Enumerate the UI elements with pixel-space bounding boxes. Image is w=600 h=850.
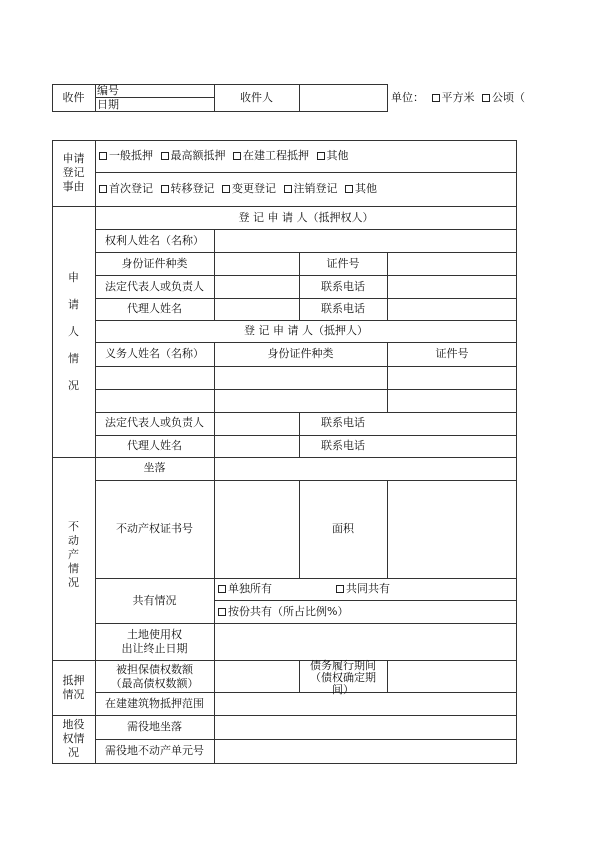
id-type-field[interactable] bbox=[216, 254, 298, 274]
dominant-location-field[interactable] bbox=[216, 717, 515, 738]
checkbox-icon bbox=[99, 185, 107, 193]
phone3-label: 联系电话 bbox=[321, 439, 365, 452]
easement-section-label: 地役 权情 况 bbox=[62, 718, 85, 759]
unit-selector bbox=[391, 91, 525, 105]
land-use-end-date-field[interactable] bbox=[216, 625, 515, 659]
checkbox-icon bbox=[317, 152, 325, 160]
checkbox-icon bbox=[336, 585, 344, 593]
unit-label: 单位： bbox=[391, 91, 424, 104]
unit-sqm-label: 平方米 bbox=[441, 91, 475, 104]
reg-cancel[interactable]: 注销登记 bbox=[284, 182, 338, 196]
reg-other[interactable]: 其他 bbox=[345, 182, 377, 196]
agent-name-field[interactable] bbox=[216, 300, 298, 319]
legal-rep-field[interactable] bbox=[216, 277, 298, 297]
agent-phone-field[interactable] bbox=[389, 300, 515, 319]
legal-rep2-field[interactable] bbox=[216, 414, 298, 434]
phone3-field[interactable] bbox=[389, 437, 515, 456]
reason-other-1[interactable]: 其他 bbox=[317, 149, 349, 163]
phone-label: 联系电话 bbox=[321, 280, 365, 293]
property-section-label: 不 动 产 情 况 bbox=[68, 520, 79, 589]
checkbox-icon bbox=[345, 185, 353, 193]
reason-construction-mortgage[interactable]: 在建工程抵押 bbox=[233, 149, 309, 163]
legal-rep2-label: 法定代表人或负责人 bbox=[105, 416, 204, 429]
registration-type-options bbox=[99, 182, 381, 196]
id-number2-label: 证件号 bbox=[435, 347, 469, 360]
construction-scope-label: 在建建筑物抵押范围 bbox=[105, 697, 204, 710]
reg-change[interactable]: 变更登记 bbox=[222, 182, 276, 196]
agent-name2-label: 代理人姓名 bbox=[127, 439, 182, 452]
sole-ownership-option[interactable]: 单独所有 bbox=[218, 582, 272, 596]
checkbox-icon bbox=[99, 152, 107, 160]
joint-ownership-option[interactable]: 共同共有 bbox=[336, 582, 390, 596]
obligor-id-number-field-2[interactable] bbox=[389, 391, 515, 411]
receipt-date-field[interactable] bbox=[97, 99, 212, 110]
applicant-section-label: 申 请 人 情 况 bbox=[68, 271, 79, 392]
id-number-field[interactable] bbox=[389, 254, 515, 274]
receipt-date-label: 日期 bbox=[97, 98, 119, 111]
phone2-field[interactable] bbox=[389, 414, 515, 434]
obligor-id-type-field-2[interactable] bbox=[216, 391, 386, 411]
obligor-name-field-2[interactable] bbox=[97, 391, 213, 411]
phone-field[interactable] bbox=[389, 277, 515, 297]
receipt-number-field[interactable] bbox=[97, 85, 212, 96]
cert-no-field[interactable] bbox=[216, 482, 298, 577]
secured-amount-label: 被担保债权数额 （最高债权数额） bbox=[110, 663, 199, 690]
agent-name2-field[interactable] bbox=[216, 437, 298, 456]
dominant-unit-no-field[interactable] bbox=[216, 741, 515, 762]
checkbox-icon bbox=[161, 185, 169, 193]
reason-section-label: 申请 登记 事由 bbox=[62, 152, 85, 193]
obligee-name-field[interactable] bbox=[216, 231, 515, 251]
dominant-unit-no-label: 需役地不动产单元号 bbox=[105, 744, 204, 757]
checkbox-icon bbox=[284, 185, 292, 193]
mortgagor-header: 登 记 申 请 人（抵押人） bbox=[244, 324, 368, 337]
legal-rep-label: 法定代表人或负责人 bbox=[105, 280, 204, 293]
receipt-number-label: 编号 bbox=[97, 84, 119, 97]
receiver-field[interactable] bbox=[301, 86, 385, 110]
receipt-label: 收件 bbox=[62, 91, 85, 104]
land-use-end-date-label: 土地使用权 出让终止日期 bbox=[121, 628, 188, 655]
checkbox-icon bbox=[218, 608, 226, 616]
unit-hectare-label: 公顷（ bbox=[492, 91, 525, 104]
reason-max-amount-mortgage[interactable]: 最高额抵押 bbox=[161, 149, 226, 163]
checkbox-icon bbox=[218, 585, 226, 593]
unit-hectare-checkbox[interactable] bbox=[482, 94, 490, 102]
checkbox-icon bbox=[161, 152, 169, 160]
obligor-name-field-1[interactable] bbox=[97, 368, 213, 388]
obligee-name-label: 权利人姓名（名称） bbox=[105, 234, 204, 247]
construction-scope-field[interactable] bbox=[216, 694, 515, 714]
unit-sqm-checkbox[interactable] bbox=[432, 94, 440, 102]
checkbox-icon bbox=[222, 185, 230, 193]
location-label: 坐落 bbox=[143, 461, 166, 474]
id-number-label: 证件号 bbox=[326, 257, 360, 270]
checkbox-icon bbox=[233, 152, 241, 160]
obligor-name-label: 义务人姓名（名称） bbox=[105, 347, 204, 360]
receiver-label: 收件人 bbox=[240, 91, 273, 104]
debt-term-label: 债务履行期间 （债权确定期 间） bbox=[310, 659, 376, 696]
co-ownership-label: 共有情况 bbox=[132, 594, 177, 607]
reason-type-options bbox=[99, 149, 353, 163]
area-field[interactable] bbox=[389, 482, 515, 577]
share-ownership-option[interactable]: 按份共有（所占比例%） bbox=[218, 605, 348, 619]
reason-general-mortgage[interactable]: 一般抵押 bbox=[99, 149, 153, 163]
location-field[interactable] bbox=[216, 459, 515, 479]
secured-amount-field[interactable] bbox=[216, 662, 298, 691]
agent-name-label: 代理人姓名 bbox=[127, 302, 182, 315]
reg-transfer[interactable]: 转移登记 bbox=[161, 182, 215, 196]
phone2-label: 联系电话 bbox=[321, 416, 365, 429]
reg-first[interactable]: 首次登记 bbox=[99, 182, 153, 196]
agent-phone-label: 联系电话 bbox=[321, 302, 365, 315]
mortgagee-header: 登 记 申 请 人（抵押权人） bbox=[238, 211, 374, 224]
id-type-label: 身份证件种类 bbox=[121, 257, 188, 270]
obligor-id-number-field-1[interactable] bbox=[389, 368, 515, 388]
cert-no-label: 不动产权证书号 bbox=[116, 522, 193, 535]
obligor-id-type-field-1[interactable] bbox=[216, 368, 386, 388]
dominant-location-label: 需役地坐落 bbox=[127, 720, 182, 733]
id-type2-label: 身份证件种类 bbox=[267, 347, 334, 360]
debt-term-field[interactable] bbox=[389, 662, 515, 691]
area-label: 面积 bbox=[332, 522, 354, 535]
mortgage-section-label: 抵押 情况 bbox=[62, 674, 85, 701]
